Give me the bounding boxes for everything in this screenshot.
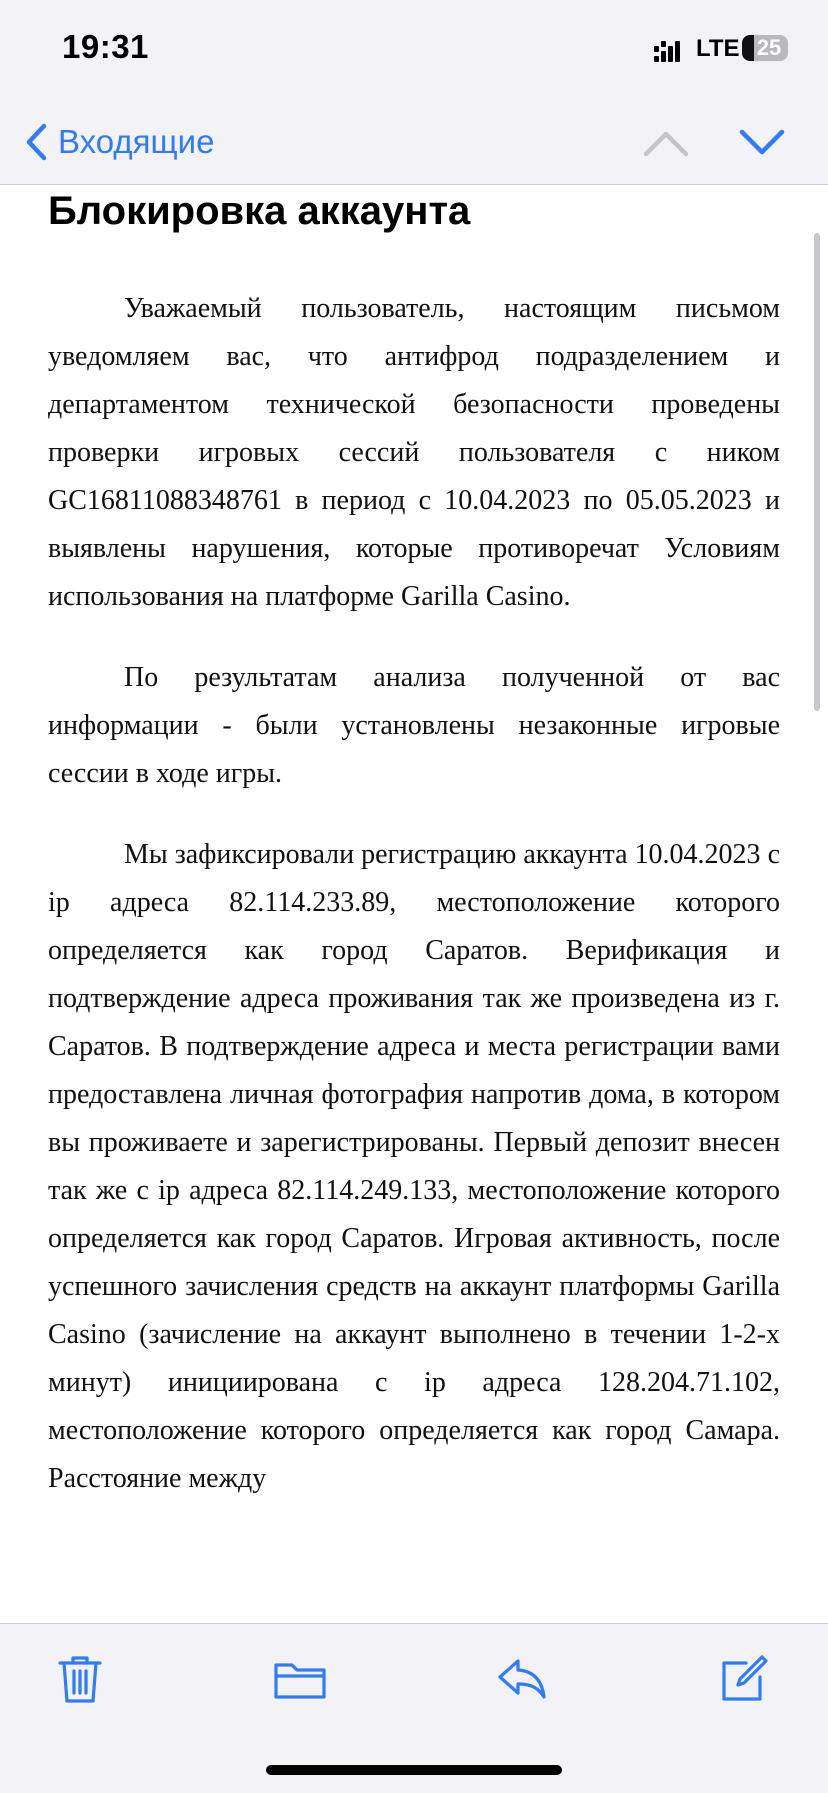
battery-icon <box>742 35 788 61</box>
reply-button[interactable] <box>494 1651 550 1707</box>
status-bar <box>0 0 828 100</box>
reply-icon <box>500 1661 544 1697</box>
trash-icon <box>60 1658 100 1701</box>
compose-icon <box>724 1657 766 1699</box>
next-message-button[interactable] <box>736 124 788 160</box>
back-button[interactable] <box>24 118 214 166</box>
message-paragraph: Мы зафиксировали регистрацию аккаунта 10.04.2023 с ip адреса 82.114.233.89, местоположение которого определяется как город Саратов. Верификация и подтверждение адреса проживания так же произведена из г. Саратов. В подтверждение адреса и места регистрации вами предоставлена личная фотография напротив дома, в котором вы проживаете и зарегистрированы. Первый депозит внесен так же с ip адреса 82.114.249.133, местоположение которого определяется как город Саратов. Игровая активность, после успешного зачисления средств на аккаунт платформы Garilla Casino (зачисление на аккаунт выполнено в течении 1-2-х минут) инициирована с ip адреса 128.204.71.102, местоположение которого определяется как город Самара. Расстояние между <box>48 839 780 1494</box>
home-indicator[interactable] <box>266 1765 562 1775</box>
scrollbar[interactable] <box>814 233 820 711</box>
folder-icon <box>276 1665 324 1697</box>
back-button-label: Входящие <box>58 123 215 160</box>
compose-button[interactable] <box>716 1651 772 1707</box>
navigation-bar <box>0 100 828 185</box>
network-type: LTE <box>696 35 740 62</box>
message-paragraph: Уважаемый пользователь, настоящим письмом уведомляем вас, что антифрод подразделением и департаментом технической безопасности проведены проверки игровых сессий пользователя с ником GC16811088348761 в период с 10.04.2023 по 05.05.2023 и выявлены нарушения, которые противоречат Условиям использования на платформе Garilla Casino. <box>48 293 780 612</box>
message-paragraph: По результатам анализа полученной от вас информации - были установлены незаконные игровые сессии в ходе игры. <box>48 662 780 789</box>
chevron-left-icon <box>24 122 50 162</box>
message-subject: Блокировка аккаунта <box>48 189 471 233</box>
signal-strength-icon <box>654 38 688 64</box>
move-to-folder-button[interactable] <box>272 1651 328 1707</box>
status-time: 19:31 <box>62 28 149 65</box>
battery-percent: 25 <box>756 35 782 60</box>
chevron-up-icon <box>646 134 686 154</box>
message-content[interactable] <box>0 185 828 1623</box>
message-body <box>48 285 780 1536</box>
delete-button[interactable] <box>52 1651 108 1707</box>
chevron-down-icon <box>742 132 782 152</box>
previous-message-button[interactable] <box>640 124 692 160</box>
